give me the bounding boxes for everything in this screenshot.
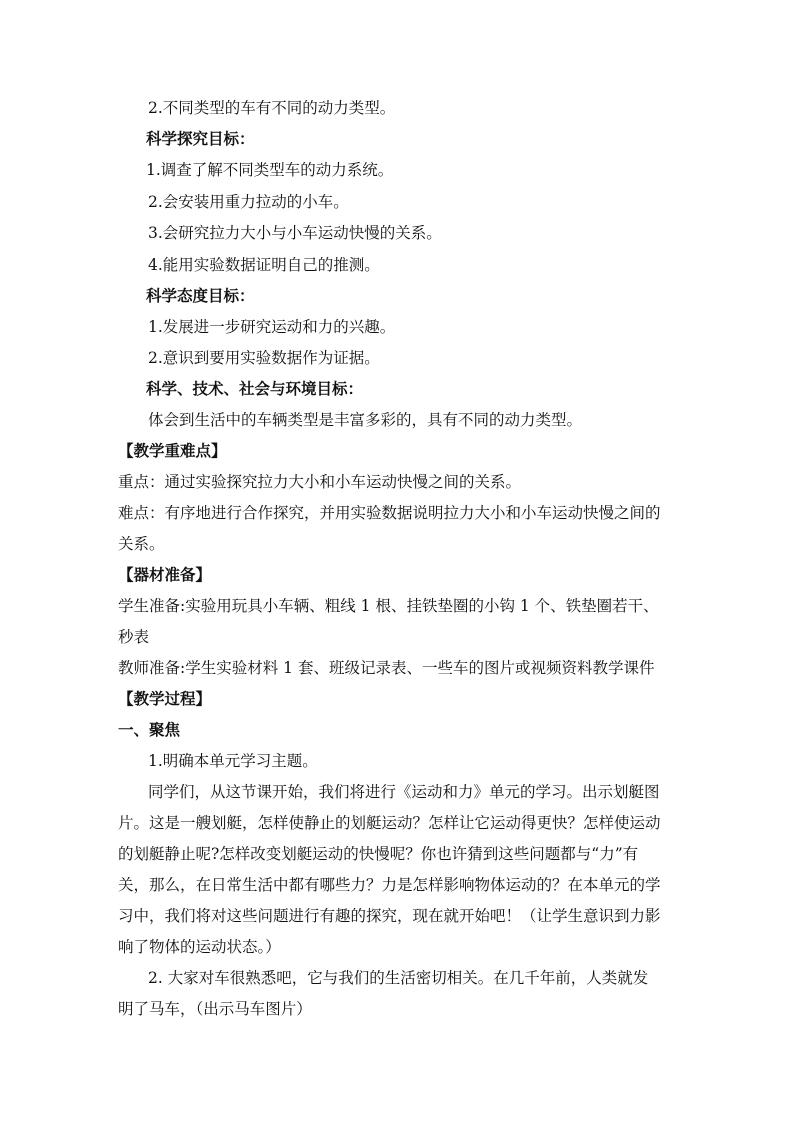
- text-line: 4.能用实验数据证明自己的推测。: [148, 256, 380, 274]
- text-line: 1.调查了解不同类型车的动力系统。: [146, 161, 394, 179]
- text-line: 习中，我们将对这些问题进行有趣的探究，现在就开始吧！（让学生意识到力影: [118, 907, 661, 925]
- text-line: 响了物体的运动状态。）: [118, 938, 281, 956]
- text-line: 关系。: [118, 535, 165, 553]
- text-line: 片。这是一艘划艇，怎样使静止的划艇运动？怎样让它运动得更快？怎样使运动: [118, 814, 661, 832]
- text-line: 的划艇静止呢?怎样改变划艇运动的快慢呢？你也许猜到这些问题都与“力”有: [118, 845, 639, 863]
- text-line: 2.不同类型的车有不同的动力类型。: [148, 99, 396, 117]
- text-line: 1.明确本单元学习主题。: [148, 752, 318, 770]
- text-line: 1.发展进一步研究运动和力的兴趣。: [148, 318, 396, 336]
- text-line: 难点：有序地进行合作探究，并用实验数据说明拉力大小和小车运动快慢之间的: [118, 504, 661, 522]
- text-line: 明了马车，（出示马车图片）: [118, 1000, 312, 1018]
- text-line: 科学探究目标：: [146, 129, 255, 148]
- text-line: 关，那么，在日常生活中都有哪些力？力是怎样影响物体运动的？在本单元的学: [118, 876, 661, 894]
- text-line: 重点：通过实验探究拉力大小和小车运动快慢之间的关系。: [118, 473, 522, 491]
- text-line: 【器材准备】: [118, 565, 212, 584]
- text-line: 同学们，从这节课开始，我们将进行《运动和力》单元的学习。出示划艇图: [148, 783, 660, 801]
- text-line: 2.会安装用重力拉动的小车。: [148, 193, 349, 211]
- text-line: 一、聚焦: [118, 720, 181, 739]
- text-line: 教师准备:学生实验材料 1 套、班级记录表、一些车的图片或视频资料教学课件: [118, 659, 655, 677]
- text-line: 2. 大家对车很熟悉吧，它与我们的生活密切相关。在几千年前，人类就发: [148, 969, 649, 987]
- text-line: 科学、技术、社会与环境目标：: [146, 379, 364, 398]
- text-line: 秒表: [118, 628, 150, 646]
- text-line: 【教学重难点】: [118, 441, 227, 460]
- text-line: 体会到生活中的车辆类型是丰富多彩的，具有不同的动力类型。: [148, 411, 583, 429]
- text-line: 2.意识到要用实验数据作为证据。: [148, 349, 380, 367]
- text-line: 3.会研究拉力大小与小车运动快慢的关系。: [148, 224, 442, 242]
- text-line: 科学态度目标：: [146, 286, 255, 305]
- text-line: 学生准备:实验用玩具小车辆、粗线 1 根、挂铁垫圈的小钩 1 个、铁垫圈若干、: [118, 597, 659, 615]
- text-line: 【教学过程】: [118, 689, 212, 708]
